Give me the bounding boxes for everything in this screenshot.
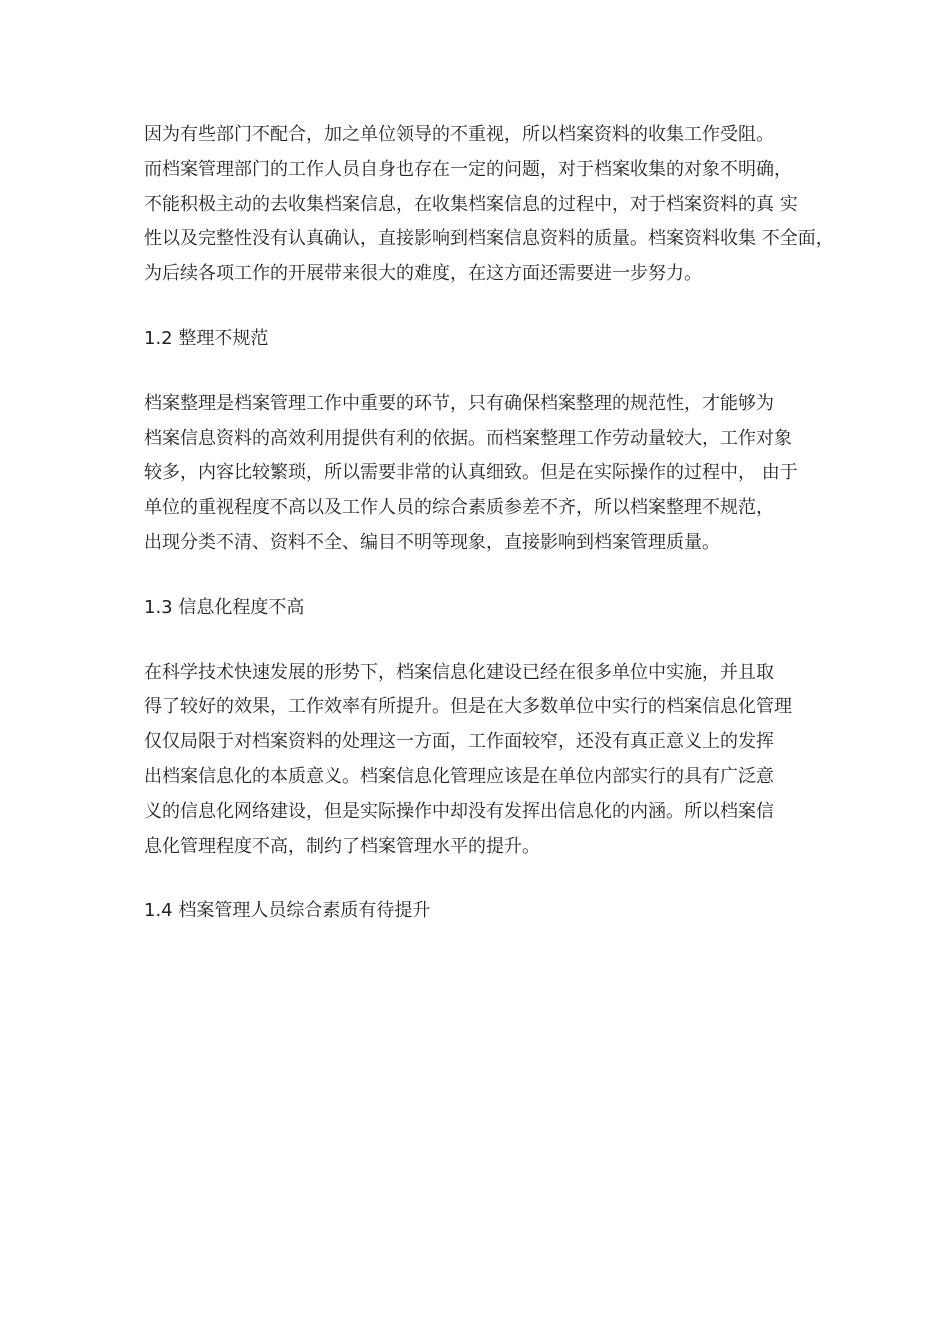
paragraph-line: 单位的重视程度不高以及工作人员的综合素质参差不齐，所以档案整理不规范， — [144, 497, 774, 519]
paragraph-line: 出档案信息化的本质意义。档案信息化管理应该是在单位内部实行的具有广泛意 — [144, 765, 774, 787]
section-heading-1-4: 1.4 档案管理人员综合素质有待提升 — [144, 900, 431, 922]
paragraph-line: 性以及完整性没有认真确认，直接影响到档案信息资料的质量。档案资料收集 不全面， — [144, 228, 834, 250]
paragraph-line: 出现分类不清、资料不全、编目不明等现象，直接影响到档案管理质量。 — [144, 531, 720, 553]
paragraph-line: 而档案管理部门的工作人员自身也存在一定的问题，对于档案收集的对象不明确， — [144, 158, 792, 180]
paragraph-line: 在科学技术快速发展的形势下，档案信息化建设已经在很多单位中实施，并且取 — [144, 661, 774, 683]
paragraph-line: 因为有些部门不配合，加之单位领导的不重视，所以档案资料的收集工作受阻。 — [144, 124, 774, 145]
intro-paragraph — [144, 118, 844, 292]
paragraph-line: 档案信息资料的高效利用提供有利的依据。而档案整理工作劳动量较大，工作对象 — [144, 427, 792, 449]
section-1-3-paragraph — [144, 656, 844, 865]
paragraph-line: 较多，内容比较繁琐，所以需要非常的认真细致。但是在实际操作的过程中， 由于 — [144, 462, 798, 484]
paragraph-line: 不能积极主动的去收集档案信息，在收集档案信息的过程中，对于档案资料的真 实 — [144, 193, 798, 215]
paragraph-line: 息化管理程度不高，制约了档案管理水平的提升。 — [144, 835, 540, 857]
section-heading-1-3: 1.3 信息化程度不高 — [144, 596, 305, 618]
document-body — [144, 118, 844, 929]
paragraph-line: 义的信息化网络建设，但是实际操作中却没有发挥出信息化的内涵。所以档案信 — [144, 800, 774, 822]
paragraph-line: 得了较好的效果，工作效率有所提升。但是在大多数单位中实行的档案信息化管理 — [144, 696, 792, 718]
paragraph-line: 为后续各项工作的开展带来很大的难度，在这方面还需要进一步努力。 — [144, 263, 702, 285]
paragraph-line: 仅仅局限于对档案资料的处理这一方面，工作面较窄，还没有真正意义上的发挥 — [144, 731, 774, 753]
section-1-2-paragraph — [144, 387, 844, 561]
section-heading-1-2: 1.2 整理不规范 — [144, 327, 269, 349]
paragraph-line: 档案整理是档案管理工作中重要的环节，只有确保档案整理的规范性，才能够为 — [144, 392, 774, 414]
